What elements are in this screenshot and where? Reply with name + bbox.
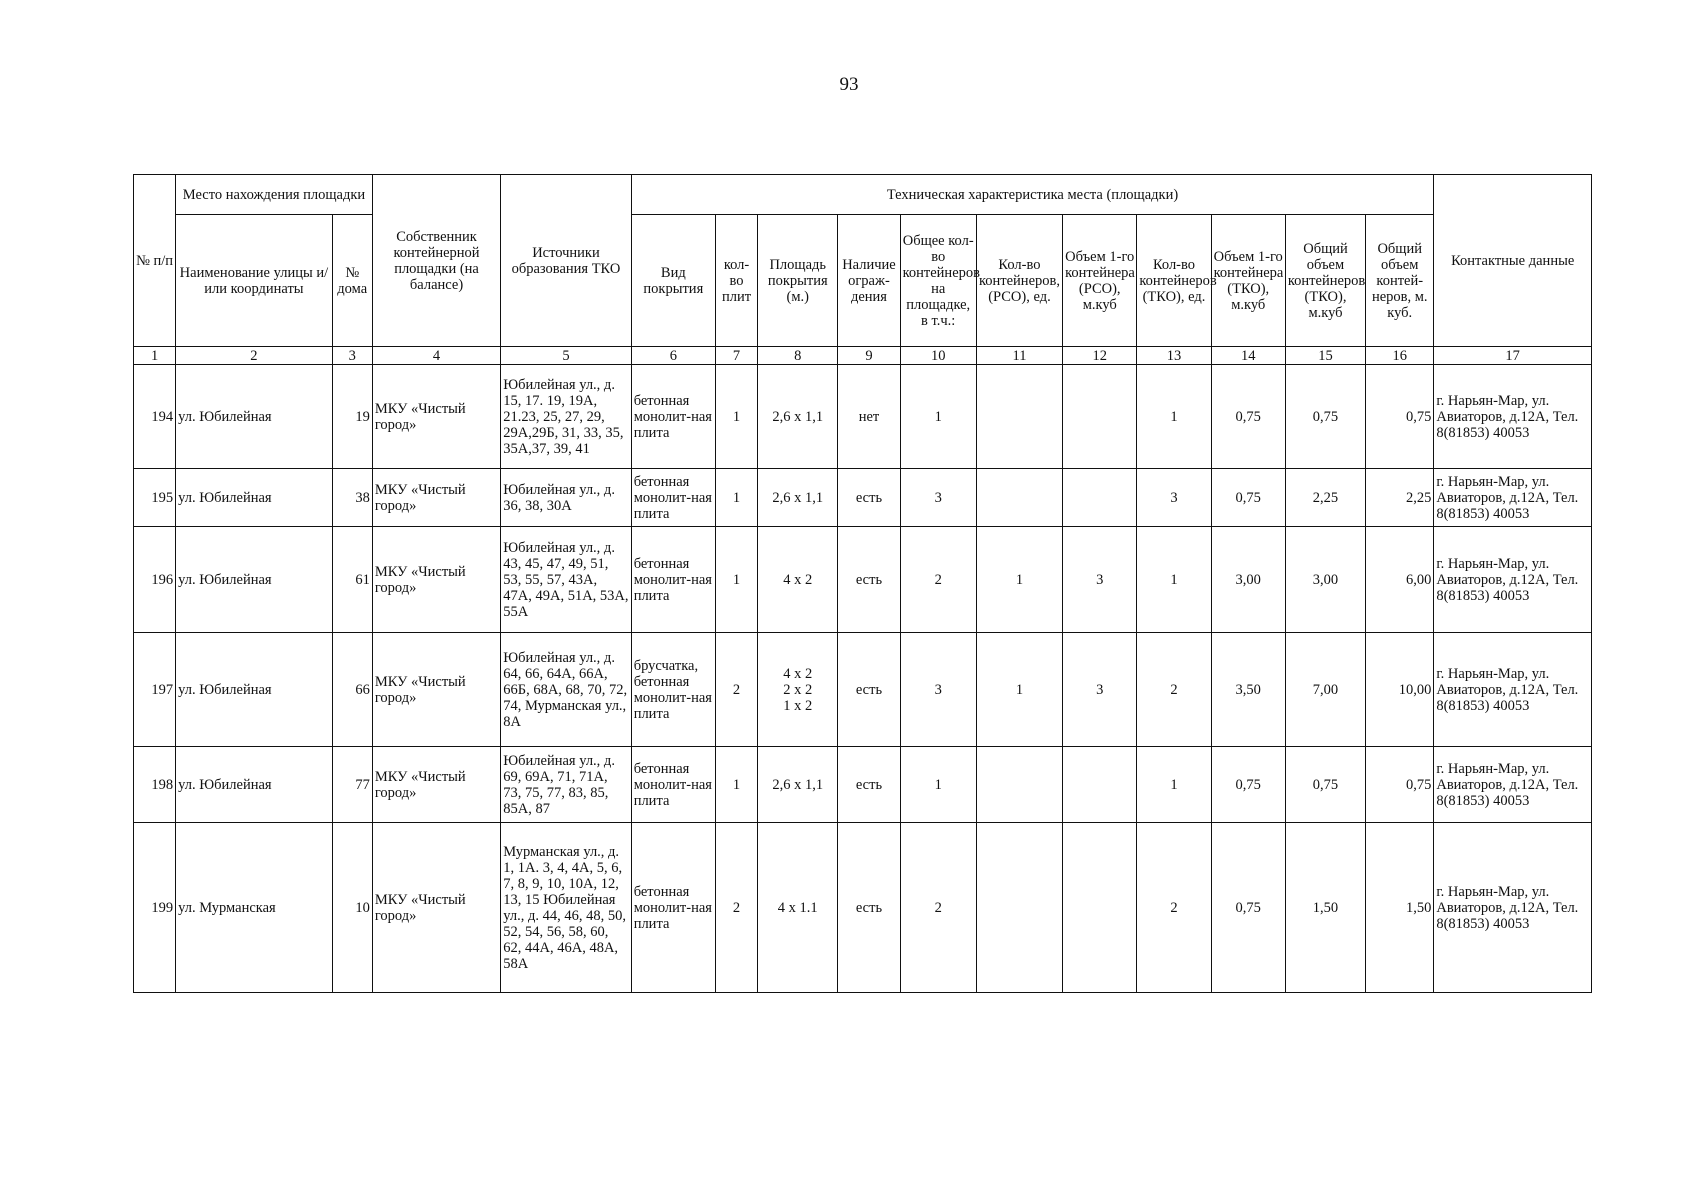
contact-details: г. Нарьян-Мар, ул. Авиаторов, д.12А, Тел. 8(81853) 40053 (1434, 633, 1592, 747)
header-fence: Наличие ограж-дения (838, 215, 900, 347)
row-number: 197 (134, 633, 176, 747)
table-row (134, 365, 1592, 469)
surface-area: 2,6 х 1,1 (758, 365, 838, 469)
surface-area: 4 х 2 (758, 527, 838, 633)
header-contacts: Контактные данные (1434, 175, 1592, 347)
container-sites-table (133, 174, 1592, 993)
rso-volume: 3 (1063, 527, 1137, 633)
column-number: 14 (1211, 347, 1285, 365)
surface-type: бетонная монолит-ная плита (631, 527, 715, 633)
contact-details: г. Нарьян-Мар, ул. Авиаторов, д.12А, Тел. 8(81853) 40053 (1434, 469, 1592, 527)
street-name: ул. Юбилейная (176, 469, 333, 527)
column-number: 4 (372, 347, 500, 365)
column-number: 1 (134, 347, 176, 365)
tko-total-volume: 0,75 (1285, 365, 1365, 469)
street-name: ул. Юбилейная (176, 527, 333, 633)
waste-sources: Юбилейная ул., д. 15, 17. 19, 19А, 21.23, 25, 27, 29, 29А,29Б, 31, 33, 35, 35А,37, 39, 41 (501, 365, 631, 469)
tko-volume: 0,75 (1211, 365, 1285, 469)
row-number: 199 (134, 823, 176, 993)
column-number: 8 (758, 347, 838, 365)
column-number: 7 (715, 347, 757, 365)
tko-count: 2 (1137, 823, 1211, 993)
total-volume: 1,50 (1366, 823, 1434, 993)
rso-volume (1063, 747, 1137, 823)
header-no: № п/п (134, 175, 176, 347)
header-tko-volume: Объем 1-го контейнера (ТКО), м.куб (1211, 215, 1285, 347)
header-slabs: кол-во плит (715, 215, 757, 347)
column-number: 2 (176, 347, 333, 365)
column-number: 3 (332, 347, 372, 365)
header-surface: Вид покрытия (631, 215, 715, 347)
total-volume: 10,00 (1366, 633, 1434, 747)
house-number: 10 (332, 823, 372, 993)
waste-sources: Юбилейная ул., д. 43, 45, 47, 49, 51, 53, 55, 57, 43А, 47А, 49А, 51А, 53А, 55А (501, 527, 631, 633)
street-name: ул. Юбилейная (176, 365, 333, 469)
total-volume: 0,75 (1366, 365, 1434, 469)
surface-area: 4 х 1.1 (758, 823, 838, 993)
slab-count: 1 (715, 747, 757, 823)
column-number: 12 (1063, 347, 1137, 365)
rso-count: 1 (976, 633, 1062, 747)
header-location-group: Место нахождения площадки (176, 175, 373, 215)
waste-sources: Юбилейная ул., д. 64, 66, 64А, 66А, 66Б, 68А, 68, 70, 72, 74, Мурманская ул., 8А (501, 633, 631, 747)
owner: МКУ «Чистый город» (372, 633, 500, 747)
tko-volume: 0,75 (1211, 469, 1285, 527)
column-number: 13 (1137, 347, 1211, 365)
header-owner: Собственник контейнерной площадки (на балансе) (372, 175, 500, 347)
header-total-containers: Общее кол-во контейнеров на площадке, в т.ч.: (900, 215, 976, 347)
surface-type: брусчатка, бетонная монолит-ная плита (631, 633, 715, 747)
row-number: 196 (134, 527, 176, 633)
rso-count (976, 469, 1062, 527)
fence-presence: есть (838, 527, 900, 633)
fence-presence: есть (838, 823, 900, 993)
tko-count: 3 (1137, 469, 1211, 527)
header-sources: Источники образования ТКО (501, 175, 631, 347)
rso-count (976, 747, 1062, 823)
total-containers: 2 (900, 823, 976, 993)
tko-count: 1 (1137, 747, 1211, 823)
owner: МКУ «Чистый город» (372, 823, 500, 993)
column-number: 16 (1366, 347, 1434, 365)
waste-sources: Юбилейная ул., д. 69, 69А, 71, 71А, 73, 75, 77, 83, 85, 85А, 87 (501, 747, 631, 823)
rso-count: 1 (976, 527, 1062, 633)
slab-count: 2 (715, 633, 757, 747)
total-volume: 0,75 (1366, 747, 1434, 823)
tko-total-volume: 1,50 (1285, 823, 1365, 993)
contact-details: г. Нарьян-Мар, ул. Авиаторов, д.12А, Тел. 8(81853) 40053 (1434, 527, 1592, 633)
waste-sources: Юбилейная ул., д. 36, 38, 30А (501, 469, 631, 527)
rso-count (976, 823, 1062, 993)
column-number: 10 (900, 347, 976, 365)
header-rso-count: Кол-во контейнеров, (РСО), ед. (976, 215, 1062, 347)
header-rso-volume: Объем 1-го контейнера (РСО), м.куб (1063, 215, 1137, 347)
header-house-no: № дома (332, 215, 372, 347)
slab-count: 1 (715, 527, 757, 633)
rso-volume (1063, 365, 1137, 469)
surface-type: бетонная монолит-ная плита (631, 823, 715, 993)
table-row (134, 469, 1592, 527)
waste-sources: Мурманская ул., д. 1, 1А. 3, 4, 4А, 5, 6, 7, 8, 9, 10, 10А, 12, 13, 15 Юбилейная ул., д. 44, 46, 48, 50, 52, 54, 56, 58, 60, 62, 44А, 46А, 48А, 58А (501, 823, 631, 993)
contact-details: г. Нарьян-Мар, ул. Авиаторов, д.12А, Тел. 8(81853) 40053 (1434, 823, 1592, 993)
row-number: 198 (134, 747, 176, 823)
tko-total-volume: 0,75 (1285, 747, 1365, 823)
column-number: 15 (1285, 347, 1365, 365)
fence-presence: есть (838, 747, 900, 823)
tko-total-volume: 2,25 (1285, 469, 1365, 527)
header-total-volume: Общий объем контей-неров, м. куб. (1366, 215, 1434, 347)
house-number: 66 (332, 633, 372, 747)
total-containers: 3 (900, 469, 976, 527)
street-name: ул. Юбилейная (176, 747, 333, 823)
tko-volume: 0,75 (1211, 823, 1285, 993)
table-row (134, 633, 1592, 747)
tko-count: 1 (1137, 527, 1211, 633)
street-name: ул. Юбилейная (176, 633, 333, 747)
tko-total-volume: 7,00 (1285, 633, 1365, 747)
column-number: 17 (1434, 347, 1592, 365)
slab-count: 2 (715, 823, 757, 993)
house-number: 61 (332, 527, 372, 633)
tko-volume: 3,00 (1211, 527, 1285, 633)
owner: МКУ «Чистый город» (372, 527, 500, 633)
fence-presence: есть (838, 633, 900, 747)
total-containers: 1 (900, 747, 976, 823)
owner: МКУ «Чистый город» (372, 365, 500, 469)
header-tko-total: Общий объем контейнеров (ТКО), м.куб (1285, 215, 1365, 347)
house-number: 19 (332, 365, 372, 469)
owner: МКУ «Чистый город» (372, 747, 500, 823)
surface-area: 2,6 х 1,1 (758, 469, 838, 527)
total-containers: 2 (900, 527, 976, 633)
page-number: 93 (839, 74, 859, 95)
total-volume: 6,00 (1366, 527, 1434, 633)
slab-count: 1 (715, 469, 757, 527)
contact-details: г. Нарьян-Мар, ул. Авиаторов, д.12А, Тел. 8(81853) 40053 (1434, 365, 1592, 469)
column-number-row (134, 347, 1592, 365)
rso-count (976, 365, 1062, 469)
row-number: 194 (134, 365, 176, 469)
tko-total-volume: 3,00 (1285, 527, 1365, 633)
table-row (134, 823, 1592, 993)
owner: МКУ «Чистый город» (372, 469, 500, 527)
total-containers: 3 (900, 633, 976, 747)
column-number: 5 (501, 347, 631, 365)
rso-volume (1063, 469, 1137, 527)
fence-presence: нет (838, 365, 900, 469)
column-number: 11 (976, 347, 1062, 365)
tko-volume: 3,50 (1211, 633, 1285, 747)
total-volume: 2,25 (1366, 469, 1434, 527)
tko-count: 1 (1137, 365, 1211, 469)
contact-details: г. Нарьян-Мар, ул. Авиаторов, д.12А, Тел. 8(81853) 40053 (1434, 747, 1592, 823)
surface-area: 4 х 2 2 х 2 1 х 2 (758, 633, 838, 747)
house-number: 77 (332, 747, 372, 823)
row-number: 195 (134, 469, 176, 527)
header-street: Наименование улицы и/или координаты (176, 215, 333, 347)
surface-area: 2,6 х 1,1 (758, 747, 838, 823)
surface-type: бетонная монолит-ная плита (631, 747, 715, 823)
header-tko-count: Кол-во контейнеров (ТКО), ед. (1137, 215, 1211, 347)
house-number: 38 (332, 469, 372, 527)
column-number: 6 (631, 347, 715, 365)
surface-type: бетонная монолит-ная плита (631, 469, 715, 527)
tko-count: 2 (1137, 633, 1211, 747)
fence-presence: есть (838, 469, 900, 527)
rso-volume: 3 (1063, 633, 1137, 747)
table-row (134, 747, 1592, 823)
rso-volume (1063, 823, 1137, 993)
tko-volume: 0,75 (1211, 747, 1285, 823)
header-tech-group: Техническая характеристика места (площадки) (631, 175, 1434, 215)
street-name: ул. Мурманская (176, 823, 333, 993)
table-row (134, 527, 1592, 633)
header-area: Площадь покрытия (м.) (758, 215, 838, 347)
total-containers: 1 (900, 365, 976, 469)
surface-type: бетонная монолит-ная плита (631, 365, 715, 469)
column-number: 9 (838, 347, 900, 365)
slab-count: 1 (715, 365, 757, 469)
